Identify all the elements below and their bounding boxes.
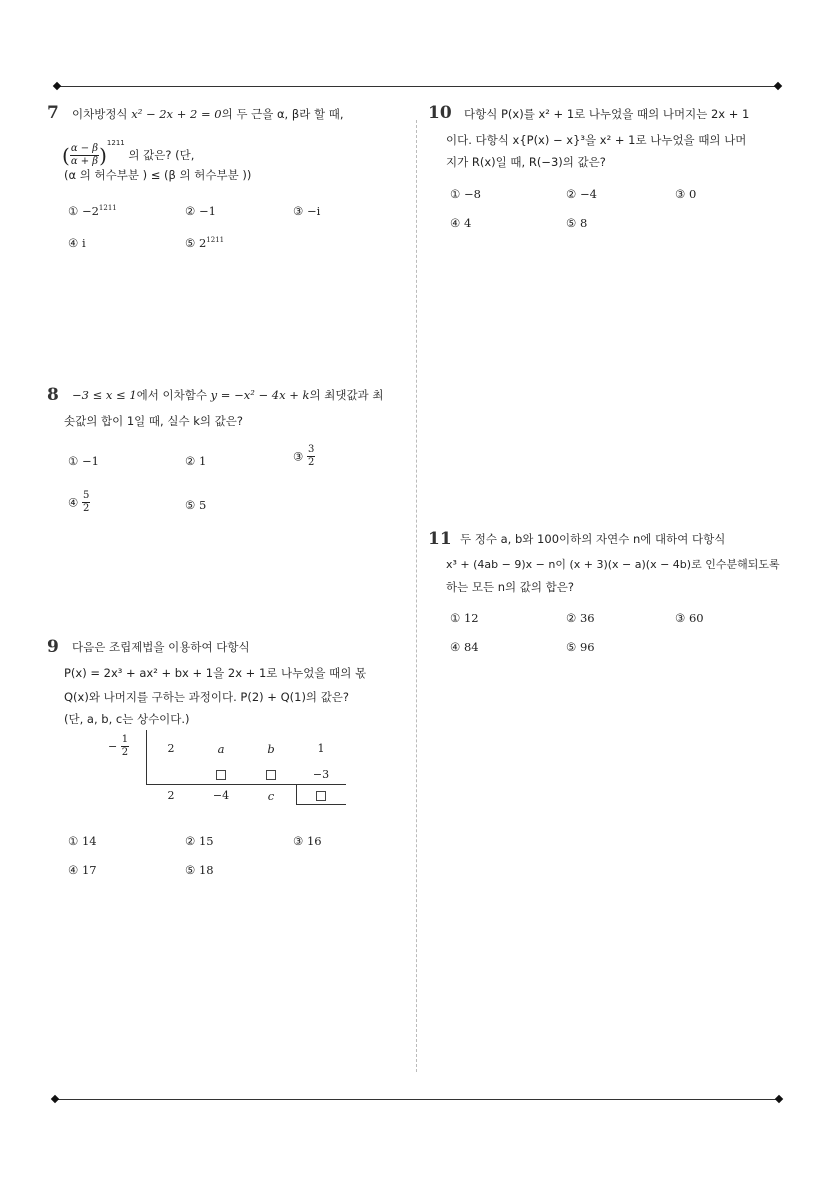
q7-frac-num: α − β <box>70 143 99 154</box>
q7-expression: ( $\frac{\alpha - \beta}{\alpha + \beta}$ )$^{1211}$ 의 값은? (단, <box>62 139 195 168</box>
q10-line-2: 이다. 다항식 x{P(x) − x}³을 x² + 1로 나누었을 때의 나머 <box>446 133 747 147</box>
q7-choice-5[interactable]: ⑤ $2^{1211}$ <box>185 236 225 250</box>
q9-choice-2[interactable]: ② 15 <box>185 834 214 848</box>
q10-choice-1[interactable]: ① −8 <box>450 187 481 201</box>
q7-choice-1[interactable]: ① $-2^{1211}$ <box>68 204 117 218</box>
q10-line-1: 다항식 P(x)를 x² + 1로 나누었을 때의 나머지는 2x + 1 <box>464 107 750 121</box>
top-rule <box>57 86 779 87</box>
row2-value: −3 <box>312 768 330 781</box>
blank-box-2 <box>256 768 286 781</box>
q9-choice-3[interactable]: ③ 16 <box>293 834 322 848</box>
q11-choice-3[interactable]: ③ 60 <box>675 611 704 625</box>
divisor: − $\frac{1}{2}$ <box>108 734 129 758</box>
q7-choice-2[interactable]: ② −1 <box>185 204 216 218</box>
q10-choice-5[interactable]: ⑤ 8 <box>566 216 588 230</box>
q8-choice-5[interactable]: ⑤ 5 <box>185 498 207 512</box>
result-minus4: −4 <box>212 789 230 802</box>
q7-choice-3[interactable]: ③ −i <box>293 204 321 218</box>
q8-number: 8 <box>47 385 59 405</box>
remainder-blank-box <box>306 789 336 802</box>
vertical-bar <box>146 730 147 784</box>
q10-line-3: 지가 R(x)일 때, R(−3)의 값은? <box>446 155 606 169</box>
q7-number: 7 <box>47 103 59 123</box>
q11-choice-5[interactable]: ⑤ 96 <box>566 640 595 654</box>
q7-equation: x² − 2x + 2 = 0 <box>131 107 222 121</box>
q9-line-1: 다음은 조립제법을 이용하여 다항식 <box>72 640 250 654</box>
top-left-diamond <box>53 82 61 90</box>
q9-choice-1[interactable]: ① 14 <box>68 834 97 848</box>
q11-line-2: x³ + (4ab − 9)x − n이 (x + 3)(x − a)(x − 4b)로 인수분해되도록 <box>446 558 780 571</box>
q8-line-1: −3 ≤ x ≤ 1에서 이차함수 y = −x² − 4x + k의 최댓값과 최 <box>72 388 384 402</box>
q8-choice-3[interactable]: ③ $\frac{3}{2}$ <box>293 444 315 468</box>
q7-choice-4[interactable]: ④ i <box>68 236 86 250</box>
q9-choice-5[interactable]: ⑤ 18 <box>185 863 214 877</box>
q10-number: 10 <box>428 103 452 123</box>
top-right-diamond <box>774 82 782 90</box>
blank-box-1 <box>206 768 236 781</box>
coef-1: 1 <box>317 742 325 755</box>
q9-line-2: P(x) = 2x³ + ax² + bx + 1을 2x + 1로 나누었을 때의 몫 <box>64 666 367 680</box>
bottom-right-diamond <box>775 1095 783 1103</box>
q11-number: 11 <box>428 529 452 549</box>
bottom-left-diamond <box>51 1095 59 1103</box>
horizontal-bar <box>146 784 346 785</box>
result-c: c <box>267 789 275 803</box>
q8-choice-4[interactable]: ④ $\frac{5}{2}$ <box>68 490 90 514</box>
q10-choice-2[interactable]: ② −4 <box>566 187 597 201</box>
coef-2: 2 <box>167 742 175 755</box>
q7-ask: 의 값은? (단, <box>128 148 195 162</box>
bottom-rule <box>57 1099 779 1100</box>
column-divider <box>416 120 417 1072</box>
q9-choice-4[interactable]: ④ 17 <box>68 863 97 877</box>
q9-line-4: (단, a, b, c는 상수이다.) <box>64 712 190 726</box>
remainder-box-bottom <box>296 804 346 805</box>
coef-b: b <box>267 742 275 756</box>
q8-line-2: 솟값의 합이 1일 때, 실수 k의 값은? <box>64 414 243 428</box>
q7-condition: (α 의 허수부분 ) ≤ (β 의 허수부분 )) <box>64 168 252 182</box>
result-2: 2 <box>167 789 175 802</box>
q7-stem-post: 의 두 근을 α, β라 할 때, <box>221 107 344 121</box>
q11-line-3: 하는 모든 n의 값의 합은? <box>446 580 574 594</box>
q7-stem-pre: 이차방정식 <box>72 107 128 121</box>
q11-choice-2[interactable]: ② 36 <box>566 611 595 625</box>
q10-choice-4[interactable]: ④ 4 <box>450 216 472 230</box>
q9-line-3: Q(x)와 나머지를 구하는 과정이다. P(2) + Q(1)의 값은? <box>64 690 350 704</box>
q7-power: 1211 <box>106 139 125 147</box>
q9-number: 9 <box>47 637 59 657</box>
coef-a: a <box>217 742 225 756</box>
q8-choice-2[interactable]: ② 1 <box>185 454 207 468</box>
q8-choice-1[interactable]: ① −1 <box>68 454 99 468</box>
q10-choice-3[interactable]: ③ 0 <box>675 187 697 201</box>
synthetic-division <box>100 730 350 810</box>
q11-choice-4[interactable]: ④ 84 <box>450 640 479 654</box>
q7-stem <box>72 103 344 125</box>
q11-line-1: 두 정수 a, b와 100이하의 자연수 n에 대하여 다항식 <box>460 532 726 546</box>
q11-choice-1[interactable]: ① 12 <box>450 611 479 625</box>
q7-frac-den: α + β <box>70 156 99 167</box>
remainder-box-left <box>296 784 297 804</box>
